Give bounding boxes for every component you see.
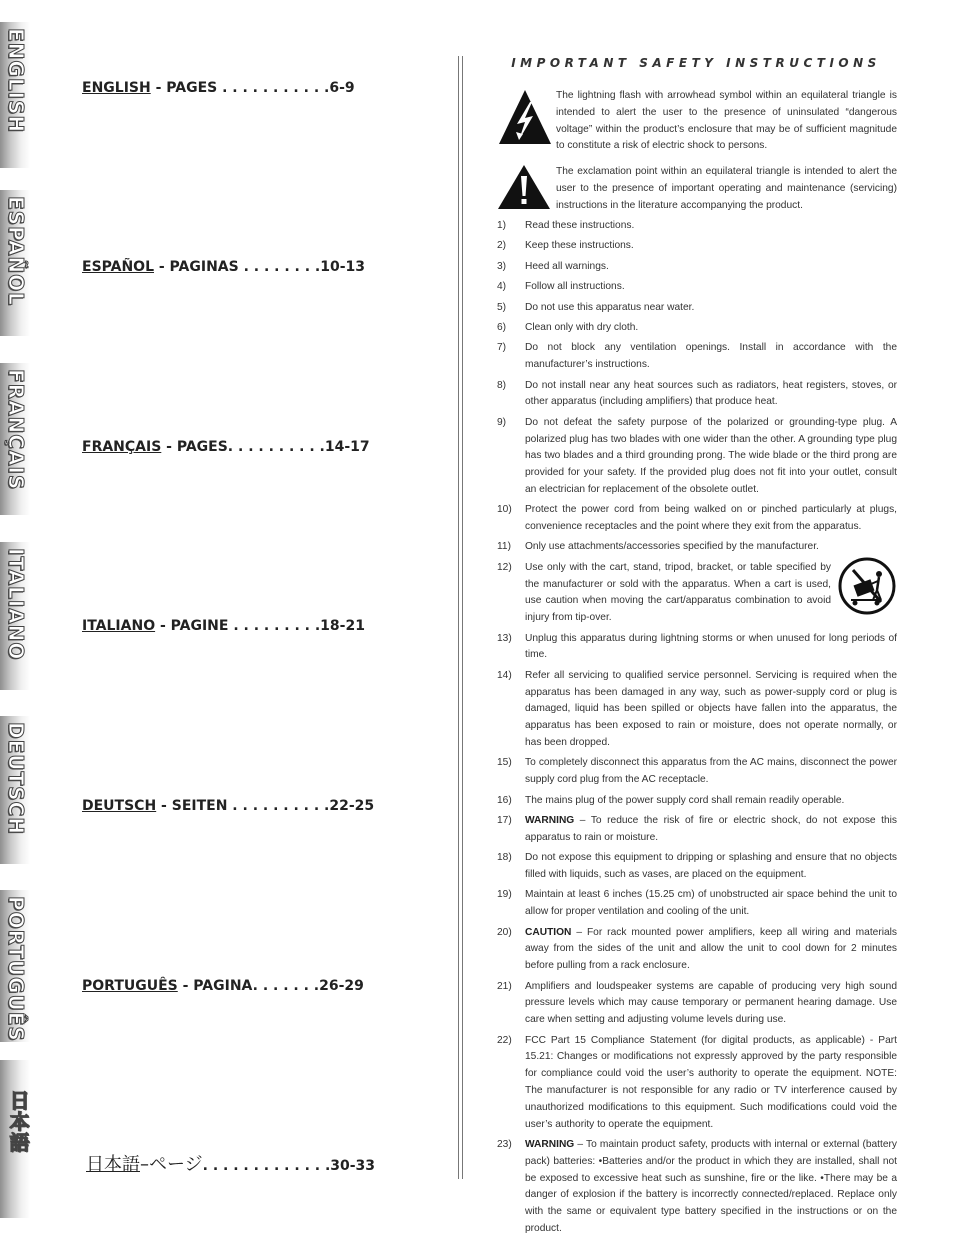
- index-language: ENGLISH: [82, 80, 151, 96]
- item-text: Heed all warnings.: [525, 260, 609, 272]
- index-language: FRANÇAIS: [82, 439, 162, 455]
- list-item: [497, 259, 897, 276]
- index-language: 日本語: [86, 1154, 140, 1175]
- item-number: 13): [497, 632, 512, 644]
- index-english: [82, 80, 355, 96]
- tab-francais: [0, 363, 30, 515]
- item-number: 8): [497, 379, 507, 391]
- item-number: 5): [497, 301, 507, 313]
- item-number: 22): [497, 1034, 512, 1046]
- exclamation-symbol-note: [497, 164, 897, 216]
- list-item: [497, 850, 897, 884]
- index-francais: [82, 439, 370, 455]
- list-item: [497, 300, 897, 317]
- item-text: Unplug this apparatus during lightning storms or when unused for long periods of time.: [525, 632, 897, 661]
- list-item: [497, 279, 897, 296]
- item-text: To completely disconnect this apparatus from the AC mains, disconnect the power supply cord plug from the AC receptacle.: [525, 757, 897, 786]
- item-text-body: – To maintain product safety, products with internal or external (battery pack) batteries: •Batteries and/or the product in which they are installed, shall not be exposed to excessive heat such as sunshine, fire or the like. •There may be a danger of explosion if the battery is incorrectly connected/replaced. Replace only with the same or equivalent type battery specified in the instructions or on the product.: [525, 1138, 897, 1234]
- lightning-triangle-icon: [497, 88, 553, 146]
- list-item: [497, 238, 897, 255]
- item-text: Do not block any ventilation openings. Install in accordance with the manufacturer’s instructions.: [525, 342, 897, 371]
- list-item: [497, 668, 897, 752]
- caution-label: CAUTION: [525, 926, 572, 938]
- item-number: 6): [497, 321, 507, 333]
- index-language: ESPAÑOL: [82, 259, 154, 275]
- list-item: [497, 1033, 897, 1134]
- item-text-body: – To reduce the risk of fire or electric shock, do not expose this apparatus to rain or moisture.: [525, 815, 897, 843]
- item-text: [525, 1137, 897, 1238]
- item-number: 18): [497, 852, 512, 864]
- tab-deutsch: [0, 716, 30, 864]
- index-pages: - SEITEN . . . . . . . . . .22-25: [156, 798, 375, 814]
- index-pages: . . . . . . . . . . . . .30-33: [202, 1158, 376, 1174]
- item-text: Only use attachments/accessories specified by the manufacturer.: [525, 541, 819, 553]
- list-item: [497, 502, 897, 536]
- item-text: Do not expose this equipment to dripping or splashing and ensure that no objects filled with liquids, such as vases, are placed on the equipment.: [525, 852, 897, 880]
- item-text: Use only with the cart, stand, tripod, bracket, or table specified by the manufacturer or sold with the apparatus. When a cart is used, use caution when moving the cart/apparatus combination to avoid injury from tip-over.: [525, 561, 831, 624]
- index-espanol: [82, 259, 365, 275]
- item-text: Do not use this apparatus near water.: [525, 301, 695, 313]
- tab-english: [0, 22, 30, 168]
- item-text: Follow all instructions.: [525, 281, 625, 293]
- item-number: 4): [497, 281, 507, 293]
- list-item: [497, 415, 897, 499]
- list-item: [497, 340, 897, 374]
- index-language-suffix: –ページ: [140, 1154, 203, 1175]
- list-item: [497, 539, 897, 556]
- tab-label: ESPAÑOL: [4, 196, 28, 306]
- page-title: IMPORTANT SAFETY INSTRUCTIONS: [511, 56, 881, 70]
- index-language: PORTUGUÊS: [82, 978, 178, 994]
- item-text: [525, 925, 897, 975]
- list-item: [497, 560, 897, 627]
- item-text: The mains plug of the power supply cord shall remain readily operable.: [525, 794, 845, 806]
- tab-label: ITALIANO: [4, 548, 28, 661]
- index-pages: - PAGES. . . . . . . . . .14-17: [161, 439, 370, 455]
- item-number: 2): [497, 240, 507, 252]
- item-text: Clean only with dry cloth.: [525, 321, 639, 333]
- item-text: [525, 813, 897, 847]
- lightning-symbol-text: The lightning flash with arrowhead symbol within an equilateral triangle is intended to alert the user to the presence of uninsulated “dangerous voltage” within the product’s enclosure that may be of sufficient magnitude to constitute a risk of electric shock to persons.: [556, 90, 897, 152]
- tab-label: 日本語: [6, 1090, 30, 1153]
- item-text: FCC Part 15 Compliance Statement (for digital products, as applicable) - Part 15.21: Changes or modifications not expressly approved by the party responsible for compliance could void the user’s authority to operate the equipment. NOTE: The manufacturer is not responsible for any radio or TV interference caused by unauthorized modifications to this equipment. Such modifications could void the user’s authority to operate the equipment.: [525, 1034, 897, 1130]
- index-pages: - PAGES . . . . . . . . . . .6-9: [150, 80, 355, 96]
- item-number: 17): [497, 815, 512, 826]
- warning-label: WARNING: [525, 1138, 575, 1150]
- list-item: [497, 979, 897, 1029]
- tab-japanese: [0, 1060, 30, 1218]
- list-item: [497, 813, 897, 847]
- item-text: Keep these instructions.: [525, 240, 634, 252]
- index-pages: - PAGINAS . . . . . . . .10-13: [154, 259, 366, 275]
- index-language: ITALIANO: [82, 618, 156, 634]
- tab-italiano: [0, 542, 30, 690]
- tab-espanol: [0, 190, 30, 336]
- item-number: 23): [497, 1138, 512, 1150]
- lightning-symbol-note: [497, 88, 897, 152]
- tab-label: ENGLISH: [4, 28, 28, 134]
- item-number: 19): [497, 889, 512, 901]
- item-text: Refer all servicing to qualified service personnel. Servicing is required when the apparatus has been damaged in any way, such as power-supply cord or plug is damaged, liquid has been spilled or objects have fallen into the apparatus, the apparatus has been exposed to rain or moisture, does not operate normally, or has been dropped.: [525, 669, 897, 749]
- item-text: Amplifiers and loudspeaker systems are capable of producing very high sound pressure levels which may cause temporary or permanent hearing damage. Use care when setting and adjusting volume levels during use.: [525, 980, 897, 1026]
- cart-tip-over-icon: [837, 556, 897, 616]
- index-pages: - PAGINA. . . . . . .26-29: [177, 978, 364, 994]
- item-number: 16): [497, 794, 512, 806]
- column-divider: [458, 56, 459, 1179]
- warning-label: WARNING: [525, 815, 575, 826]
- index-japanese: [86, 1150, 375, 1176]
- index-italiano: [82, 618, 365, 634]
- item-number: 10): [497, 504, 512, 516]
- item-number: 14): [497, 669, 512, 681]
- item-text-body: – For rack mounted power amplifiers, keep all wiring and materials away from the sides of the unit and allow the unit to cool down for 2 minutes before pulling from a rack enclosure.: [525, 926, 897, 972]
- item-text: Maintain at least 6 inches (15.25 cm) of unobstructed air space behind the unit to allow for proper ventilation and cooling of the unit.: [525, 889, 897, 918]
- tab-portugues: [0, 890, 30, 1042]
- item-number: 12): [497, 561, 512, 573]
- list-item: [497, 793, 897, 810]
- list-item: [497, 887, 897, 921]
- item-number: 1): [497, 220, 507, 231]
- item-number: 21): [497, 980, 512, 992]
- item-number: 20): [497, 926, 512, 938]
- item-text: Read these instructions.: [525, 220, 635, 231]
- index-pages: - PAGINE . . . . . . . . .18-21: [155, 618, 365, 634]
- list-item: [497, 925, 897, 975]
- list-item: [497, 631, 897, 665]
- list-item: [497, 755, 897, 789]
- column-divider: [462, 56, 463, 1179]
- instructions-list: [497, 218, 897, 1241]
- tab-label: DEUTSCH: [4, 722, 28, 835]
- list-item: [497, 378, 897, 412]
- index-language: DEUTSCH: [82, 798, 157, 814]
- list-item: [497, 218, 897, 235]
- list-item: [497, 1137, 897, 1238]
- tab-label: PORTUGUÊS: [4, 896, 28, 1042]
- exclamation-triangle-icon: [497, 164, 551, 210]
- exclamation-symbol-text: The exclamation point within an equilateral triangle is intended to alert the user to the presence of important operating and maintenance (servicing) instructions in the literature accompanying the product.: [556, 166, 897, 211]
- item-number: 7): [497, 342, 507, 354]
- item-number: 11): [497, 541, 511, 553]
- item-number: 15): [497, 757, 512, 769]
- item-number: 9): [497, 416, 507, 428]
- item-text: Protect the power cord from being walked on or pinched particularly at plugs, convenience receptacles and the point where they exit from the apparatus.: [525, 504, 897, 533]
- item-number: 3): [497, 260, 507, 272]
- item-text: Do not defeat the safety purpose of the polarized or grounding-type plug. A polarized plug has two blades with one wider than the other. A grounding type plug has two blades and a third grounding prong. The wide blade or the third prong are provided for your safety. If the provided plug does not fit into your outlet, consult an electrician for replacement of the obsolete outlet.: [525, 416, 897, 495]
- index-portugues: [82, 978, 364, 994]
- tab-label: FRANÇAIS: [4, 369, 28, 491]
- list-item: [497, 320, 897, 337]
- item-text: Do not install near any heat sources such as radiators, heat registers, stoves, or other apparatus (including amplifiers) that produce heat.: [525, 379, 897, 408]
- index-deutsch: [82, 798, 374, 814]
